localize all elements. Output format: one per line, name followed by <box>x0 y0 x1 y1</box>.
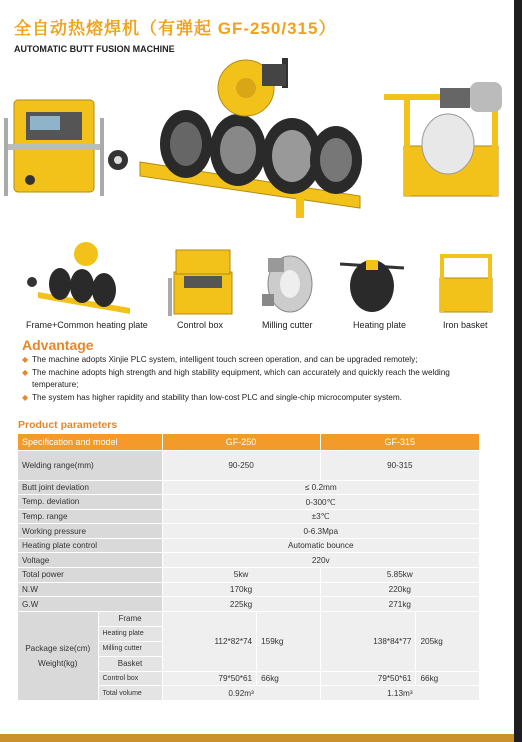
iron-basket-image <box>384 82 502 196</box>
package-label: Package size(cm) Weight(kg) <box>18 611 98 700</box>
main-frame-image <box>140 58 362 218</box>
spec-header-model-1: GF-250 <box>162 434 320 450</box>
table-row: Milling cutter <box>18 641 480 656</box>
table-row: Temp. range ±3℃ <box>18 509 480 524</box>
diamond-bullet-icon: ◆ <box>22 393 29 402</box>
bottom-accent-bar <box>0 734 514 742</box>
advantage-item: ◆ The machine adopts Xinjie PLC system, intelligent touch screen operation, and can be upgraded remotely; <box>22 355 418 364</box>
product-parameters-heading: Product parameters <box>18 419 118 431</box>
control-box-image <box>4 100 128 196</box>
title-english: AUTOMATIC BUTT FUSION MACHINE <box>14 44 175 54</box>
table-row: Heating plate control Automatic bounce <box>18 538 480 553</box>
table-row: Welding range(mm) 90-250 90-315 <box>18 450 480 480</box>
thumb-label-frame: Frame+Common heating plate <box>26 320 148 330</box>
advantage-list <box>22 354 492 405</box>
title-chinese: 全自动热熔焊机（有弹起 GF-250/315） <box>14 19 337 38</box>
table-row: Working pressure 0-6.3Mpa <box>18 524 480 539</box>
thumb-label-iron-basket: Iron basket <box>443 320 488 330</box>
thumb-label-heating-plate: Heating plate <box>353 320 407 330</box>
table-row: Control box 79*50*61 66kg 79*50*61 66kg <box>18 671 480 686</box>
table-row: Total volume 0.92m³ 1.13m³ <box>18 686 480 701</box>
table-row: Temp. deviation 0-300℃ <box>18 495 480 510</box>
diamond-bullet-icon: ◆ <box>22 355 29 364</box>
table-row: Voltage 220v <box>18 553 480 568</box>
table-row: N.W 170kg 220kg <box>18 582 480 597</box>
table-row: Total power 5kw 5.85kw <box>18 568 480 583</box>
hero-machine-illustration <box>0 58 514 236</box>
advantage-item: ◆ The machine adopts high strength and high stability equipment, which can accurately and quickly reach the welding temperature; <box>22 368 450 389</box>
thumb-frame-image <box>27 242 130 314</box>
advantage-heading: Advantage <box>22 337 94 353</box>
spec-table <box>18 434 480 701</box>
thumb-milling-cutter-image <box>262 256 312 312</box>
thumb-iron-basket-image <box>440 254 492 312</box>
table-row: Heating plate <box>18 626 480 641</box>
table-row: Butt joint deviation ≤ 0.2mm <box>18 480 480 495</box>
table-row: Basket <box>18 656 480 671</box>
spec-header-label: Specification and model <box>18 434 162 450</box>
spec-header-model-2: GF-315 <box>320 434 479 450</box>
table-row: G.W 225kg 271kg <box>18 597 480 612</box>
screen-edge <box>514 0 522 742</box>
diamond-bullet-icon: ◆ <box>22 368 29 377</box>
component-thumbnails <box>0 238 514 328</box>
table-row: Package size(cm) Weight(kg) Frame 112*82*74 159kg 138*84*77 205kg <box>18 611 480 626</box>
thumb-heating-plate-image <box>340 260 404 312</box>
thumb-label-milling-cutter: Milling cutter <box>262 320 313 330</box>
spec-header-row <box>18 434 480 450</box>
thumb-label-control-box: Control box <box>177 320 224 330</box>
thumb-control-box-image <box>168 250 232 316</box>
advantage-item: ◆ The system has higher rapidity and stability than low-cost PLC and single-chip microcomputer system. <box>22 393 402 402</box>
